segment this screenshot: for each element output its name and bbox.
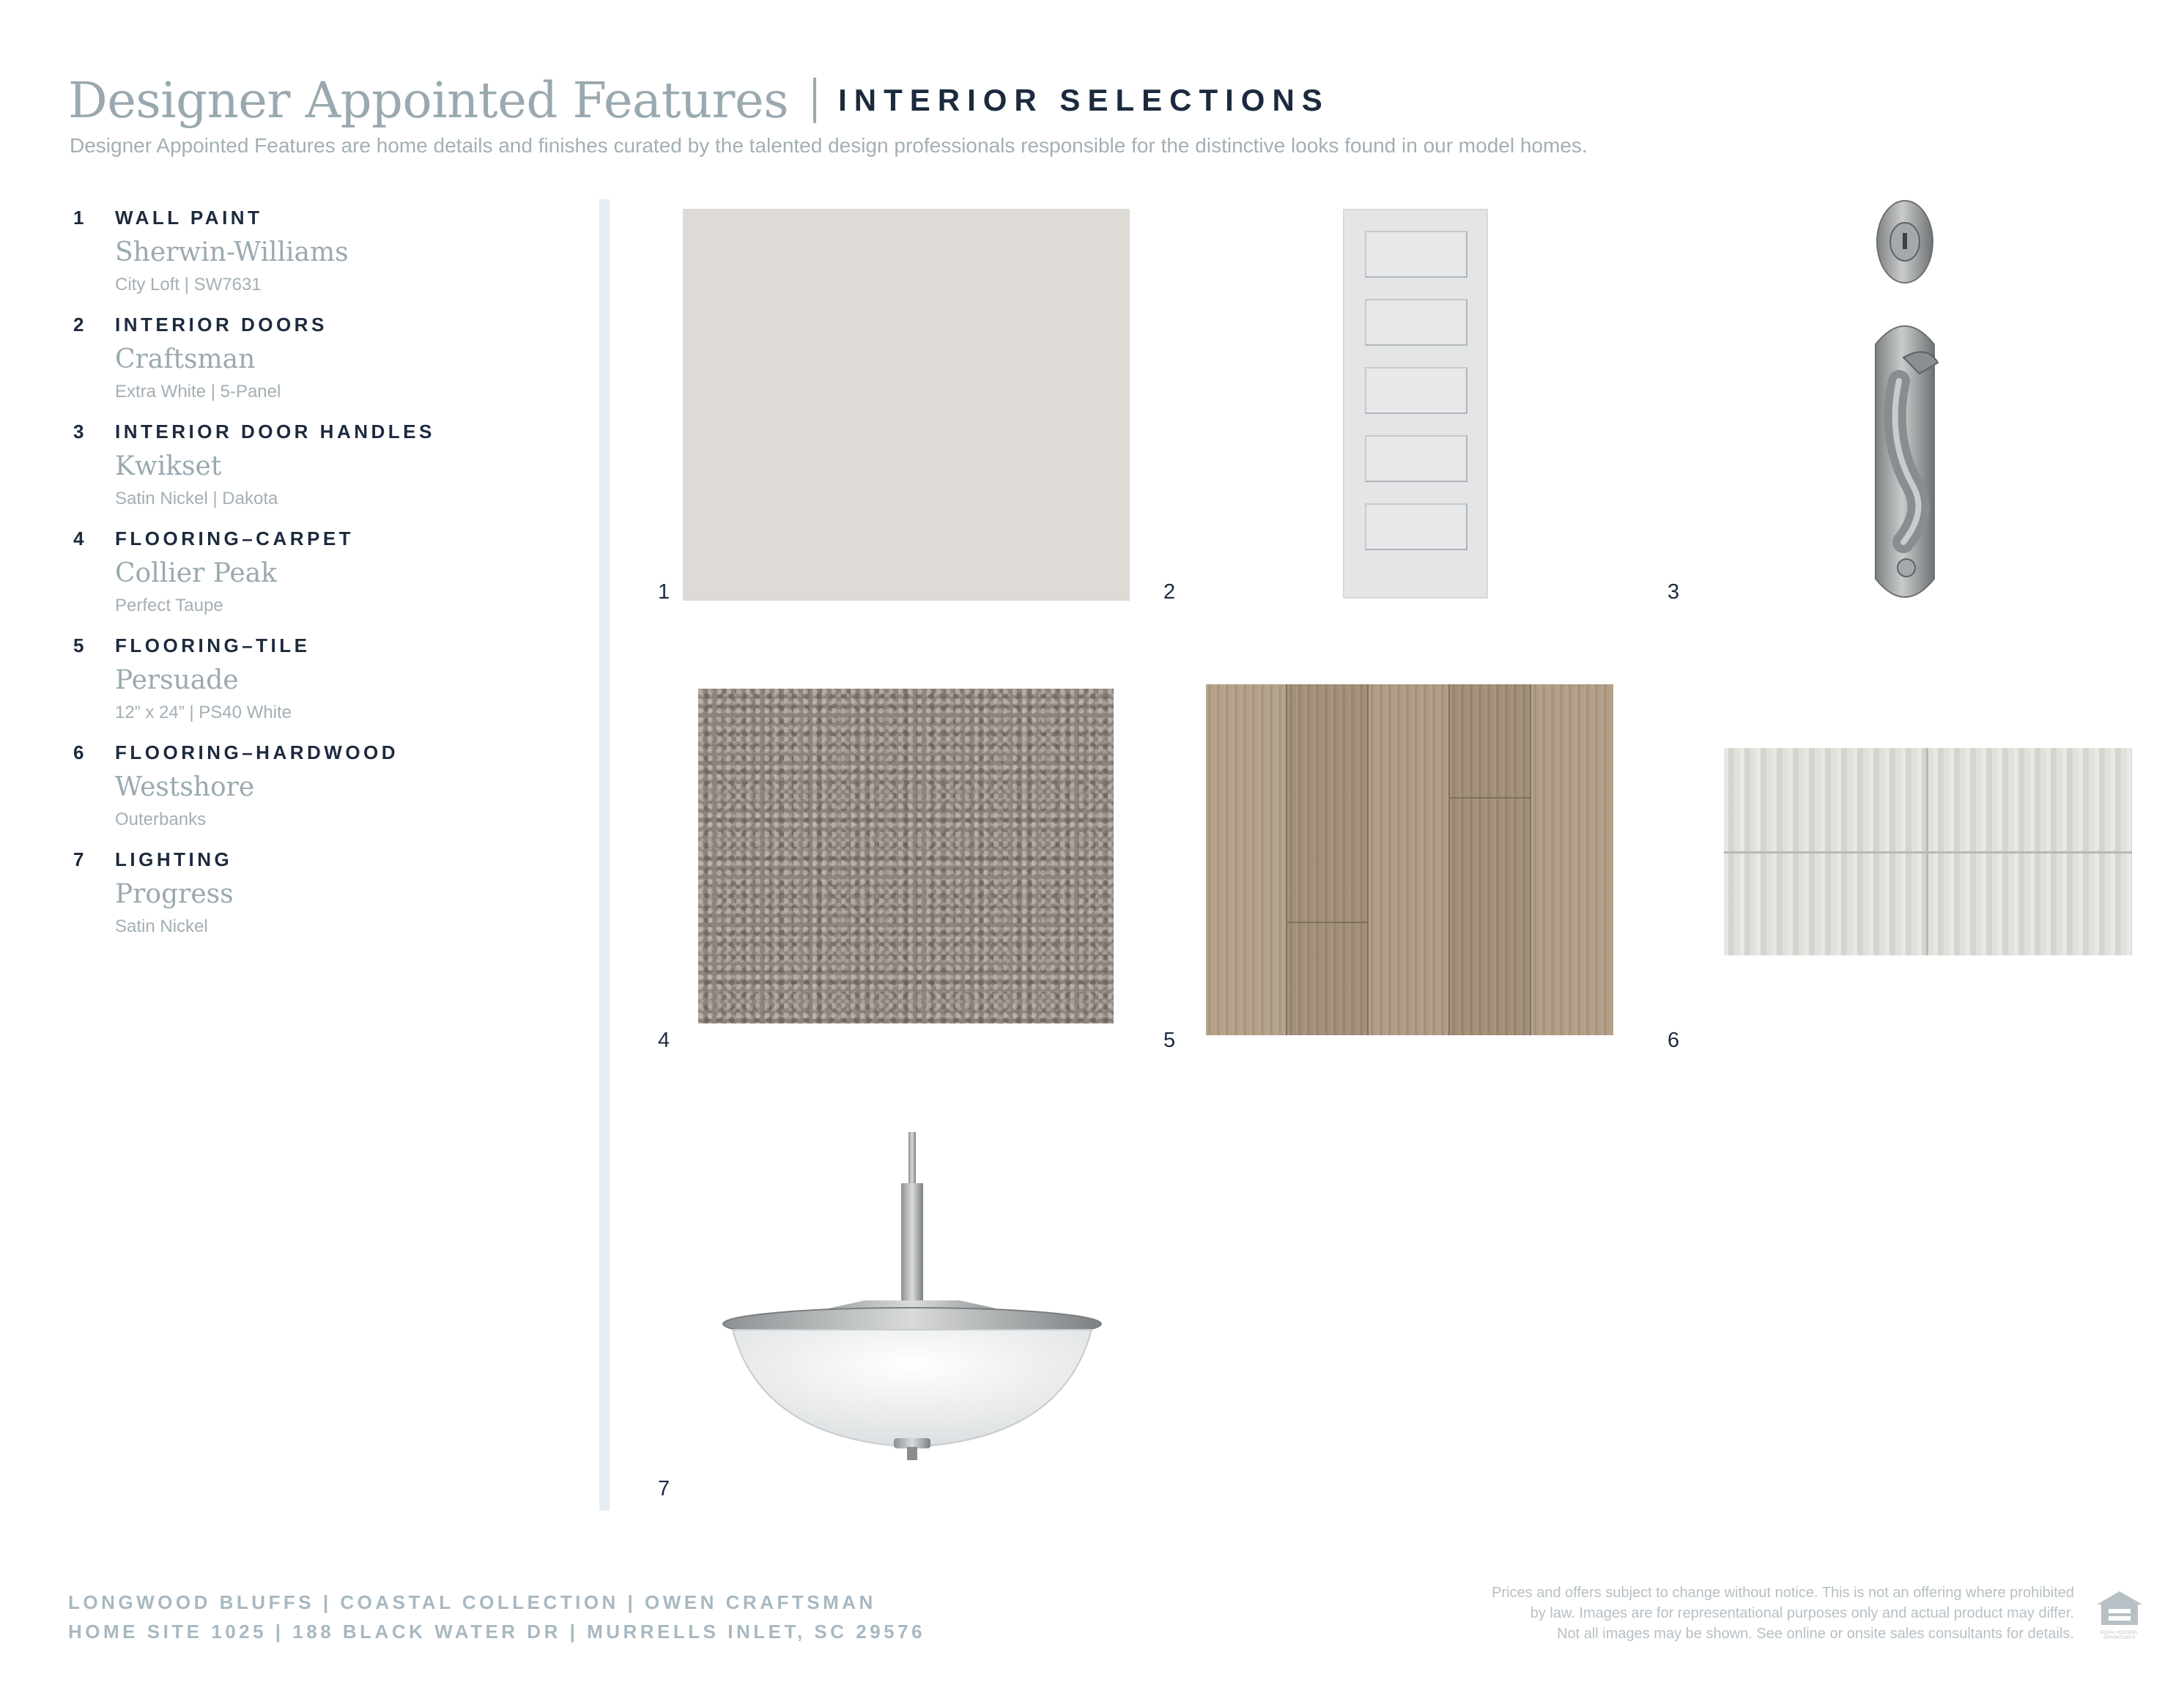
tile-swatch bbox=[1724, 748, 2132, 955]
equal-bar-top bbox=[2109, 1609, 2131, 1613]
selection-detail: Outerbanks bbox=[115, 810, 207, 829]
selection-item bbox=[73, 741, 586, 848]
door-panel bbox=[1365, 231, 1467, 278]
selection-item bbox=[73, 848, 586, 955]
selection-category: WALL PAINT bbox=[115, 207, 263, 229]
finial-tip bbox=[907, 1447, 917, 1460]
selection-category: INTERIOR DOORS bbox=[115, 314, 327, 336]
selection-detail: Satin Nickel | Dakota bbox=[115, 489, 278, 508]
door-panel bbox=[1365, 435, 1467, 482]
logo-caption-line2: OPPORTUNITY bbox=[2103, 1636, 2136, 1640]
selection-category: FLOORING–CARPET bbox=[115, 528, 355, 549]
selection-number: 4 bbox=[73, 528, 84, 549]
selection-detail: City Loft | SW7631 bbox=[115, 275, 262, 295]
selection-brand: Progress bbox=[115, 879, 234, 909]
door-handle-image bbox=[1817, 198, 2007, 608]
pendant-stem bbox=[908, 1132, 916, 1183]
selection-number: 3 bbox=[73, 421, 84, 443]
selection-number: 1 bbox=[73, 207, 84, 229]
selection-item bbox=[73, 207, 586, 314]
selection-brand: Persuade bbox=[115, 665, 239, 695]
page-title: Designer Appointed Features bbox=[68, 72, 789, 129]
handle-lock-cylinder bbox=[1898, 559, 1915, 577]
selection-number: 7 bbox=[73, 848, 84, 870]
selection-brand: Kwikset bbox=[115, 451, 222, 481]
disclaimer-line: Prices and offers subject to change without notice. This is not an offering where prohibited bbox=[1492, 1585, 2074, 1601]
equal-housing-opportunity-logo bbox=[2094, 1588, 2145, 1641]
swatch-number: 2 bbox=[1163, 580, 1176, 604]
selection-detail: Satin Nickel bbox=[115, 917, 208, 936]
equal-bar-bottom bbox=[2109, 1616, 2131, 1621]
selection-number: 5 bbox=[73, 634, 84, 656]
bowl-finial bbox=[894, 1438, 930, 1448]
wood-plank bbox=[1369, 684, 1450, 1035]
selection-item bbox=[73, 634, 586, 741]
five-panel-door-image bbox=[1343, 209, 1488, 599]
wall-paint-swatch bbox=[683, 209, 1130, 601]
selection-item bbox=[73, 528, 586, 634]
wood-plank bbox=[1287, 684, 1369, 1035]
selection-number: 2 bbox=[73, 314, 84, 336]
selection-list bbox=[73, 207, 586, 955]
selection-brand: Westshore bbox=[115, 772, 255, 802]
selection-item bbox=[73, 314, 586, 421]
title-divider bbox=[813, 78, 816, 123]
tile-grout-line bbox=[1724, 851, 2132, 854]
selection-brand: Craftsman bbox=[115, 344, 256, 374]
door-panel bbox=[1365, 299, 1467, 346]
selection-detail: 12” x 24” | PS40 White bbox=[115, 703, 292, 722]
logo-caption bbox=[2100, 1631, 2138, 1640]
column-divider bbox=[599, 199, 610, 1511]
disclaimer-line: by law. Images are for representational purposes only and actual product may differ. bbox=[1530, 1605, 2074, 1621]
wood-plank bbox=[1206, 684, 1287, 1035]
header bbox=[68, 67, 1330, 133]
selection-category: FLOORING–HARDWOOD bbox=[115, 741, 399, 763]
page-subtitle: INTERIOR SELECTIONS bbox=[838, 83, 1330, 117]
glass-bowl bbox=[733, 1330, 1092, 1447]
logo-caption-line1: EQUAL HOUSING bbox=[2100, 1631, 2138, 1635]
disclaimer-line: Not all images may be shown. See online or onsite sales consultants for details. bbox=[1557, 1626, 2074, 1642]
selection-detail: Perfect Taupe bbox=[115, 596, 223, 615]
swatch-number: 6 bbox=[1667, 1029, 1680, 1052]
swatch-number: 5 bbox=[1163, 1029, 1176, 1052]
wood-plank bbox=[1531, 684, 1613, 1035]
selection-number: 6 bbox=[73, 741, 84, 763]
footer-community-line: LONGWOOD BLUFFS | COASTAL COLLECTION | OWEN CRAFTSMAN bbox=[68, 1591, 876, 1613]
selection-item bbox=[73, 421, 586, 528]
selection-category: LIGHTING bbox=[115, 848, 233, 870]
swatch-number: 4 bbox=[658, 1029, 670, 1052]
selection-brand: Collier Peak bbox=[115, 558, 277, 588]
pendant-rod bbox=[901, 1183, 923, 1300]
swatch-number: 1 bbox=[658, 580, 670, 604]
swatch-number: 3 bbox=[1667, 580, 1680, 604]
selection-brand: Sherwin-Williams bbox=[115, 237, 349, 267]
pendant-light-image bbox=[718, 1132, 1114, 1462]
selection-category: INTERIOR DOOR HANDLES bbox=[115, 421, 435, 443]
swatch-number: 7 bbox=[658, 1477, 670, 1500]
carpet-swatch bbox=[698, 689, 1114, 1023]
selection-detail: Extra White | 5-Panel bbox=[115, 382, 281, 401]
plank-seam bbox=[1287, 922, 1369, 923]
plank-seam bbox=[1450, 797, 1531, 799]
disclaimer bbox=[1341, 1582, 2074, 1644]
hardwood-swatch bbox=[1206, 684, 1613, 1035]
selection-category: FLOORING–TILE bbox=[115, 634, 311, 656]
door-panel bbox=[1365, 367, 1467, 414]
door-panel bbox=[1365, 503, 1467, 550]
wood-plank bbox=[1450, 684, 1531, 1035]
intro-text: Designer Appointed Features are home details and finishes curated by the talented design professionals responsible for the distinctive looks found in our model homes. bbox=[70, 134, 1588, 157]
footer-address-line: HOME SITE 1025 | 188 BLACK WATER DR | MURRELLS INLET, SC 29576 bbox=[68, 1621, 926, 1643]
deadbolt-keyway bbox=[1903, 233, 1907, 249]
